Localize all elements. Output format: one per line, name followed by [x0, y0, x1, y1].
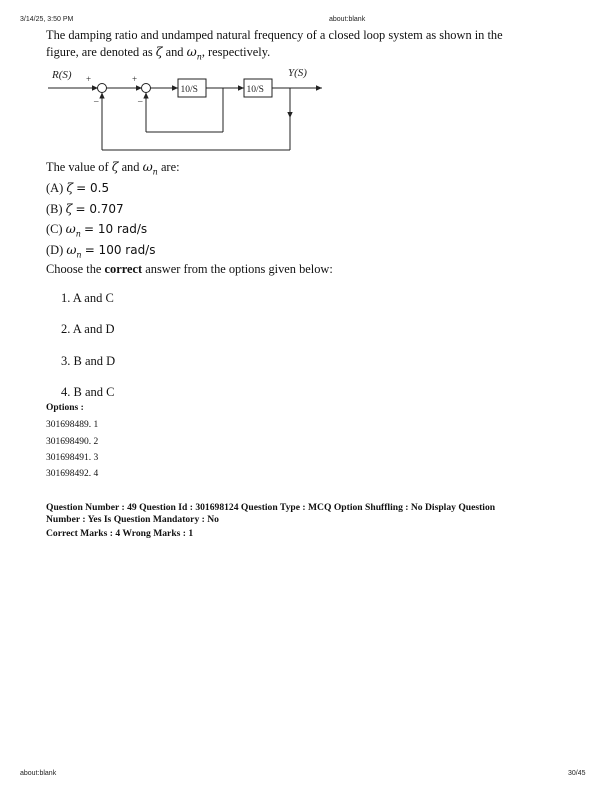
options-title: Options : — [46, 403, 84, 413]
answer-choice-4[interactable]: 4. B and C — [61, 385, 115, 399]
page-number: 30/45 — [568, 770, 586, 777]
sign-minus-2: – — [138, 96, 143, 106]
answer-choice-1[interactable]: 1. A and C — [61, 291, 114, 305]
question-meta — [46, 502, 576, 540]
block-1-label: 10/S — [180, 85, 198, 95]
option-id-4: 301698492. 4 — [46, 469, 99, 479]
block-diagram — [46, 62, 336, 162]
footer-url: about:blank — [20, 770, 57, 777]
question-meta-line3: Correct Marks : 4 Wrong Marks : 1 — [46, 528, 194, 539]
output-label: Y(S) — [288, 67, 307, 79]
answer-choice-3[interactable]: 3. B and D — [61, 354, 116, 368]
sign-minus-1: – — [94, 96, 99, 106]
statement-c: (C) $\omega_n = 10$ rad/s — [46, 221, 148, 239]
statement-d: (D) $\omega_n = 100$ rad/s — [46, 242, 156, 260]
instruction-line: Choose the correct answer from the options given below: — [46, 262, 333, 276]
summing-junction-2 — [142, 84, 151, 93]
statement-b: (B) ζ = 0.707 — [46, 201, 124, 216]
option-id-1: 301698489. 1 — [46, 420, 99, 430]
summing-junction-1 — [98, 84, 107, 93]
option-id-3: 301698491. 3 — [46, 453, 99, 463]
answer-choice-2[interactable]: 2. A and D — [61, 322, 115, 336]
print-datetime: 3/14/25, 3:50 PM — [20, 16, 74, 23]
value-of-line: The value of ζ and $\omega_n$ are: — [46, 159, 180, 177]
sign-plus-2: + — [132, 74, 138, 84]
input-label: R(S) — [52, 69, 72, 81]
question-meta-line2: Number : Yes Is Question Mandatory : No — [46, 514, 219, 525]
print-page-title: about:blank — [329, 16, 366, 23]
question-meta-line1: Question Number : 49 Question Id : 301698124 Question Type : MCQ Option Shuffling : No Display Question — [46, 502, 496, 513]
question-stem-line2: figure, are denoted as ζ and $\omega_n$, respectively. — [46, 44, 271, 62]
option-id-2: 301698490. 2 — [46, 437, 99, 447]
sign-plus-1: + — [86, 74, 92, 84]
block-2-label: 10/S — [246, 85, 264, 95]
statement-a: (A) ζ = 0.5 — [46, 180, 110, 195]
question-stem-line1: The damping ratio and undamped natural frequency of a closed loop system as shown in the — [46, 28, 503, 42]
